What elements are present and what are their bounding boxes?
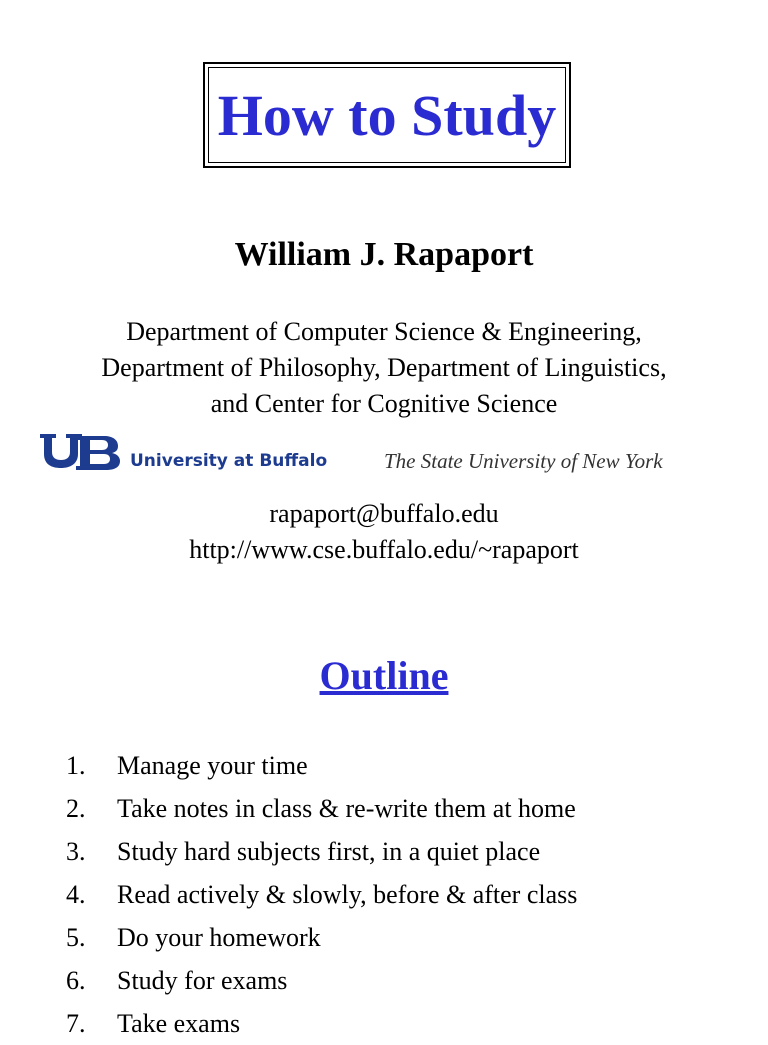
list-item xyxy=(66,916,577,959)
list-item-number: 7. xyxy=(66,1009,86,1038)
outline-heading: Outline xyxy=(319,653,449,698)
affiliation-block xyxy=(0,314,768,422)
university-logo xyxy=(38,432,718,476)
list-item-text: Take notes in class & re-write them at home xyxy=(117,794,576,823)
affiliation-line: and Center for Cognitive Science xyxy=(210,389,558,418)
list-item xyxy=(66,744,577,787)
list-item-number: 1. xyxy=(66,751,86,780)
list-item-number: 2. xyxy=(66,794,86,823)
website-url[interactable]: http://www.cse.buffalo.edu/~rapaport xyxy=(189,535,579,564)
list-item xyxy=(66,787,577,830)
list-item xyxy=(66,830,577,873)
author-name: William J. Rapaport xyxy=(234,236,534,273)
ub-logo-icon xyxy=(38,432,124,472)
list-item-text: Take exams xyxy=(117,1009,241,1038)
list-item-text: Study for exams xyxy=(117,966,288,995)
list-item-number: 3. xyxy=(66,837,86,866)
email-address[interactable]: rapaport@buffalo.edu xyxy=(269,499,499,528)
university-tagline: The State University of New York xyxy=(384,449,663,473)
list-item-number: 5. xyxy=(66,923,86,952)
affiliation-line: Department of Computer Science & Engineering, xyxy=(126,317,642,346)
list-item-text: Do your homework xyxy=(117,923,321,952)
list-item-number: 6. xyxy=(66,966,86,995)
list-item-text: Manage your time xyxy=(117,751,308,780)
list-item xyxy=(66,959,577,1002)
list-item-text: Read actively & slowly, before & after class xyxy=(117,880,578,909)
title-box xyxy=(203,62,571,168)
list-item xyxy=(66,873,577,916)
outline-list xyxy=(66,744,577,1045)
title-box-inner xyxy=(208,67,566,163)
page-title: How to Study xyxy=(217,82,557,148)
contact-block xyxy=(0,496,768,568)
affiliation-line: Department of Philosophy, Department of Linguistics, xyxy=(101,353,667,382)
list-item-text: Study hard subjects first, in a quiet place xyxy=(117,837,541,866)
list-item-number: 4. xyxy=(66,880,86,909)
university-name: University at Buffalo xyxy=(130,451,328,471)
